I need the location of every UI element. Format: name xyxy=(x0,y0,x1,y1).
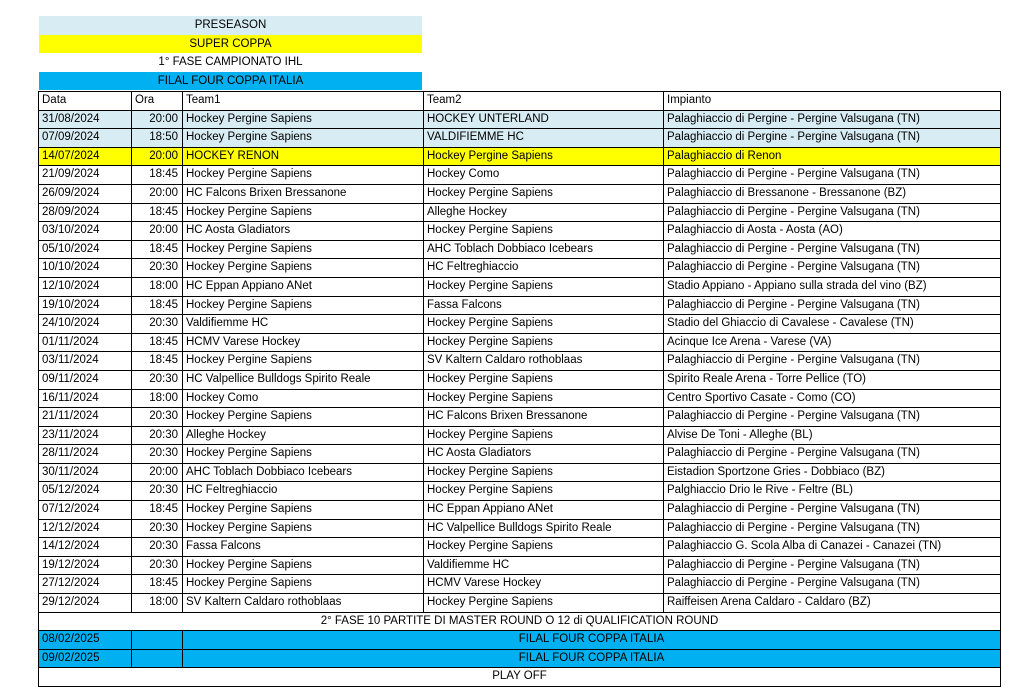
cell-team2: Alleghe Hockey xyxy=(424,203,664,222)
cell-time: 20:00 xyxy=(132,463,183,482)
legend-super-coppa: SUPER COPPA xyxy=(39,35,422,54)
cell-team2: Hockey Pergine Sapiens xyxy=(424,463,664,482)
cell-date: 14/07/2024 xyxy=(39,147,132,166)
cell-time: 20:00 xyxy=(132,184,183,203)
header-row xyxy=(39,92,1001,111)
cell-date: 16/11/2024 xyxy=(39,389,132,408)
cell-date: 05/10/2024 xyxy=(39,240,132,259)
cell-venue: Palaghiaccio di Pergine - Pergine Valsugana (TN) xyxy=(664,240,1001,259)
cell-venue: Palaghiaccio di Pergine - Pergine Valsugana (TN) xyxy=(664,296,1001,315)
cell-team1: Hockey Pergine Sapiens xyxy=(183,296,424,315)
cell-team2: HOCKEY UNTERLAND xyxy=(424,110,664,129)
cell-team1: Valdifiemme HC xyxy=(183,315,424,334)
cell-team2: HC Falcons Brixen Bressanone xyxy=(424,408,664,427)
cell-date: 19/10/2024 xyxy=(39,296,132,315)
cell-date: 28/11/2024 xyxy=(39,445,132,464)
cell-team1: Hockey Pergine Sapiens xyxy=(183,203,424,222)
cell-team1: AHC Toblach Dobbiaco Icebears xyxy=(183,463,424,482)
second-phase-row xyxy=(39,612,1001,631)
cell-venue: Palaghiaccio di Pergine - Pergine Valsugana (TN) xyxy=(664,203,1001,222)
cell-team1: Hockey Pergine Sapiens xyxy=(183,259,424,278)
table-row xyxy=(39,389,1001,408)
final-four-row xyxy=(39,631,1001,650)
cell-venue: Palaghiaccio di Aosta - Aosta (AO) xyxy=(664,222,1001,241)
cell-team1: Hockey Pergine Sapiens xyxy=(183,575,424,594)
table-row xyxy=(39,259,1001,278)
table-row xyxy=(39,240,1001,259)
header-team1: Team1 xyxy=(183,92,424,111)
table-row xyxy=(39,519,1001,538)
schedule-table xyxy=(38,91,1001,687)
cell-time: 20:30 xyxy=(132,445,183,464)
cell-team2: Hockey Pergine Sapiens xyxy=(424,315,664,334)
cell-time: 20:30 xyxy=(132,315,183,334)
cell-date: 26/09/2024 xyxy=(39,184,132,203)
table-row xyxy=(39,296,1001,315)
cell-venue: Palaghiaccio di Pergine - Pergine Valsugana (TN) xyxy=(664,352,1001,371)
final-four-row xyxy=(39,649,1001,668)
cell-time: 20:00 xyxy=(132,222,183,241)
cell-team1: Alleghe Hockey xyxy=(183,426,424,445)
cell-time: 18:00 xyxy=(132,389,183,408)
cell-team2: Hockey Pergine Sapiens xyxy=(424,333,664,352)
cell-date: 03/10/2024 xyxy=(39,222,132,241)
cell-venue: Eistadion Sportzone Gries - Dobbiaco (BZ) xyxy=(664,463,1001,482)
legend xyxy=(39,16,422,90)
cell-time: 18:00 xyxy=(132,594,183,613)
cell-time: 20:00 xyxy=(132,110,183,129)
cell-team1: Fassa Falcons xyxy=(183,538,424,557)
cell-time: 18:45 xyxy=(132,203,183,222)
cell-team2: SV Kaltern Caldaro rothoblaas xyxy=(424,352,664,371)
cell-date: 12/10/2024 xyxy=(39,277,132,296)
legend-campionato: 1° FASE CAMPIONATO IHL xyxy=(39,53,422,72)
cell-team1: HOCKEY RENON xyxy=(183,147,424,166)
cell-team2: Hockey Pergine Sapiens xyxy=(424,594,664,613)
cell-venue: Palaghiaccio di Pergine - Pergine Valsugana (TN) xyxy=(664,575,1001,594)
table-row xyxy=(39,445,1001,464)
cell-team2: HC Aosta Gladiators xyxy=(424,445,664,464)
cell-date: 27/12/2024 xyxy=(39,575,132,594)
cell-time xyxy=(132,649,183,668)
cell-date: 05/12/2024 xyxy=(39,482,132,501)
table-row xyxy=(39,538,1001,557)
cell-venue: Palaghiaccio G. Scola Alba di Canazei - Canazei (TN) xyxy=(664,538,1001,557)
cell-venue: Alvise De Toni - Alleghe (BL) xyxy=(664,426,1001,445)
cell-time: 20:30 xyxy=(132,482,183,501)
cell-venue: Palaghiaccio di Pergine - Pergine Valsugana (TN) xyxy=(664,556,1001,575)
cell-venue: Palaghiaccio di Pergine - Pergine Valsugana (TN) xyxy=(664,445,1001,464)
cell-team2: Hockey Pergine Sapiens xyxy=(424,184,664,203)
cell-time: 20:30 xyxy=(132,370,183,389)
cell-team1: HCMV Varese Hockey xyxy=(183,333,424,352)
cell-team1: Hockey Pergine Sapiens xyxy=(183,519,424,538)
cell-date: 07/09/2024 xyxy=(39,129,132,148)
cell-venue: Centro Sportivo Casate - Como (CO) xyxy=(664,389,1001,408)
cell-time: 20:30 xyxy=(132,426,183,445)
cell-team2: Valdifiemme HC xyxy=(424,556,664,575)
cell-venue: Palaghiaccio di Pergine - Pergine Valsugana (TN) xyxy=(664,259,1001,278)
cell-venue: Palaghiaccio di Pergine - Pergine Valsugana (TN) xyxy=(664,501,1001,520)
cell-venue: Palaghiaccio di Renon xyxy=(664,147,1001,166)
cell-team1: HC Falcons Brixen Bressanone xyxy=(183,184,424,203)
cell-time: 18:45 xyxy=(132,501,183,520)
cell-venue: Palaghiaccio di Pergine - Pergine Valsugana (TN) xyxy=(664,166,1001,185)
cell-team2: Hockey Pergine Sapiens xyxy=(424,538,664,557)
table-row xyxy=(39,166,1001,185)
cell-team2: Hockey Pergine Sapiens xyxy=(424,277,664,296)
cell-date: 28/09/2024 xyxy=(39,203,132,222)
cell-team1: Hockey Pergine Sapiens xyxy=(183,240,424,259)
table-row xyxy=(39,408,1001,427)
legend-final-four: FILAL FOUR COPPA ITALIA xyxy=(39,72,422,91)
cell-team1: Hockey Pergine Sapiens xyxy=(183,352,424,371)
table-row xyxy=(39,315,1001,334)
cell-date: 31/08/2024 xyxy=(39,110,132,129)
table-row xyxy=(39,184,1001,203)
cell-team2: HC Valpellice Bulldogs Spirito Reale xyxy=(424,519,664,538)
cell-venue: Palaghiaccio di Bressanone - Bressanone (BZ) xyxy=(664,184,1001,203)
cell-date: 14/12/2024 xyxy=(39,538,132,557)
cell-time: 20:30 xyxy=(132,408,183,427)
cell-team1: Hockey Pergine Sapiens xyxy=(183,408,424,427)
cell-team1: Hockey Pergine Sapiens xyxy=(183,501,424,520)
legend-preseason: PRESEASON xyxy=(39,16,422,35)
cell-team2: Hockey Pergine Sapiens xyxy=(424,370,664,389)
cell-venue: Palaghiaccio di Pergine - Pergine Valsugana (TN) xyxy=(664,110,1001,129)
cell-date: 21/11/2024 xyxy=(39,408,132,427)
cell-time: 18:45 xyxy=(132,575,183,594)
cell-date: 12/12/2024 xyxy=(39,519,132,538)
cell-venue: Palaghiaccio di Pergine - Pergine Valsugana (TN) xyxy=(664,519,1001,538)
cell-time: 18:45 xyxy=(132,352,183,371)
cell-date: 10/10/2024 xyxy=(39,259,132,278)
cell-time: 20:30 xyxy=(132,259,183,278)
cell-venue: Raiffeisen Arena Caldaro - Caldaro (BZ) xyxy=(664,594,1001,613)
cell-time: 18:45 xyxy=(132,240,183,259)
cell-date: 21/09/2024 xyxy=(39,166,132,185)
cell-team2: HC Feltreghiaccio xyxy=(424,259,664,278)
cell-team1: Hockey Pergine Sapiens xyxy=(183,129,424,148)
cell-venue: Acinque Ice Arena - Varese (VA) xyxy=(664,333,1001,352)
table-row xyxy=(39,463,1001,482)
cell-time: 20:30 xyxy=(132,538,183,557)
table-row xyxy=(39,110,1001,129)
cell-team1: Hockey Pergine Sapiens xyxy=(183,110,424,129)
cell-time: 20:30 xyxy=(132,556,183,575)
cell-date: 09/11/2024 xyxy=(39,370,132,389)
table-row xyxy=(39,352,1001,371)
table-row xyxy=(39,482,1001,501)
cell-venue: Palaghiaccio di Pergine - Pergine Valsugana (TN) xyxy=(664,129,1001,148)
cell-team2: Hockey Pergine Sapiens xyxy=(424,482,664,501)
play-off-label: PLAY OFF xyxy=(39,668,1001,687)
cell-date: 29/12/2024 xyxy=(39,594,132,613)
table-row xyxy=(39,203,1001,222)
table-row xyxy=(39,333,1001,352)
cell-venue: Palghiaccio Drio le Rive - Feltre (BL) xyxy=(664,482,1001,501)
table-row xyxy=(39,556,1001,575)
cell-date: 09/02/2025 xyxy=(39,649,132,668)
cell-time: 18:45 xyxy=(132,296,183,315)
cell-venue: Spirito Reale Arena - Torre Pellice (TO) xyxy=(664,370,1001,389)
cell-date: 19/12/2024 xyxy=(39,556,132,575)
table-row xyxy=(39,501,1001,520)
cell-date: 23/11/2024 xyxy=(39,426,132,445)
cell-time: 18:00 xyxy=(132,277,183,296)
header-team2: Team2 xyxy=(424,92,664,111)
cell-team2: Fassa Falcons xyxy=(424,296,664,315)
final-four-label: FILAL FOUR COPPA ITALIA xyxy=(183,649,1001,668)
cell-team2: Hockey Pergine Sapiens xyxy=(424,147,664,166)
cell-team2: VALDIFIEMME HC xyxy=(424,129,664,148)
cell-team2: AHC Toblach Dobbiaco Icebears xyxy=(424,240,664,259)
play-off-row xyxy=(39,668,1001,687)
cell-time: 18:45 xyxy=(132,333,183,352)
cell-date: 07/12/2024 xyxy=(39,501,132,520)
table-row xyxy=(39,129,1001,148)
table-row xyxy=(39,277,1001,296)
cell-date: 30/11/2024 xyxy=(39,463,132,482)
final-four-label: FILAL FOUR COPPA ITALIA xyxy=(183,631,1001,650)
cell-venue: Stadio del Ghiaccio di Cavalese - Cavalese (TN) xyxy=(664,315,1001,334)
cell-time: 18:45 xyxy=(132,166,183,185)
cell-time xyxy=(132,631,183,650)
cell-date: 01/11/2024 xyxy=(39,333,132,352)
cell-time: 20:00 xyxy=(132,147,183,166)
cell-team2: HCMV Varese Hockey xyxy=(424,575,664,594)
cell-date: 24/10/2024 xyxy=(39,315,132,334)
cell-team1: Hockey Pergine Sapiens xyxy=(183,445,424,464)
cell-team2: Hockey Pergine Sapiens xyxy=(424,426,664,445)
cell-team1: HC Aosta Gladiators xyxy=(183,222,424,241)
cell-team1: SV Kaltern Caldaro rothoblaas xyxy=(183,594,424,613)
second-phase-label: 2° FASE 10 PARTITE DI MASTER ROUND O 12 di QUALIFICATION ROUND xyxy=(39,612,1001,631)
cell-time: 18:50 xyxy=(132,129,183,148)
cell-team2: Hockey Pergine Sapiens xyxy=(424,222,664,241)
cell-team1: Hockey Pergine Sapiens xyxy=(183,166,424,185)
cell-date: 08/02/2025 xyxy=(39,631,132,650)
table-row xyxy=(39,222,1001,241)
cell-team1: HC Eppan Appiano ANet xyxy=(183,277,424,296)
header-ora: Ora xyxy=(132,92,183,111)
table-row xyxy=(39,575,1001,594)
cell-venue: Stadio Appiano - Appiano sulla strada del vino (BZ) xyxy=(664,277,1001,296)
cell-team2: HC Eppan Appiano ANet xyxy=(424,501,664,520)
table-row xyxy=(39,594,1001,613)
cell-date: 03/11/2024 xyxy=(39,352,132,371)
cell-team2: Hockey Como xyxy=(424,166,664,185)
table-row xyxy=(39,426,1001,445)
table-row xyxy=(39,147,1001,166)
cell-team1: Hockey Pergine Sapiens xyxy=(183,556,424,575)
header-impianto: Impianto xyxy=(664,92,1001,111)
header-data: Data xyxy=(39,92,132,111)
cell-venue: Palaghiaccio di Pergine - Pergine Valsugana (TN) xyxy=(664,408,1001,427)
table-row xyxy=(39,370,1001,389)
cell-team1: Hockey Como xyxy=(183,389,424,408)
cell-team1: HC Feltreghiaccio xyxy=(183,482,424,501)
cell-team2: Hockey Pergine Sapiens xyxy=(424,389,664,408)
cell-team1: HC Valpellice Bulldogs Spirito Reale xyxy=(183,370,424,389)
cell-time: 20:30 xyxy=(132,519,183,538)
